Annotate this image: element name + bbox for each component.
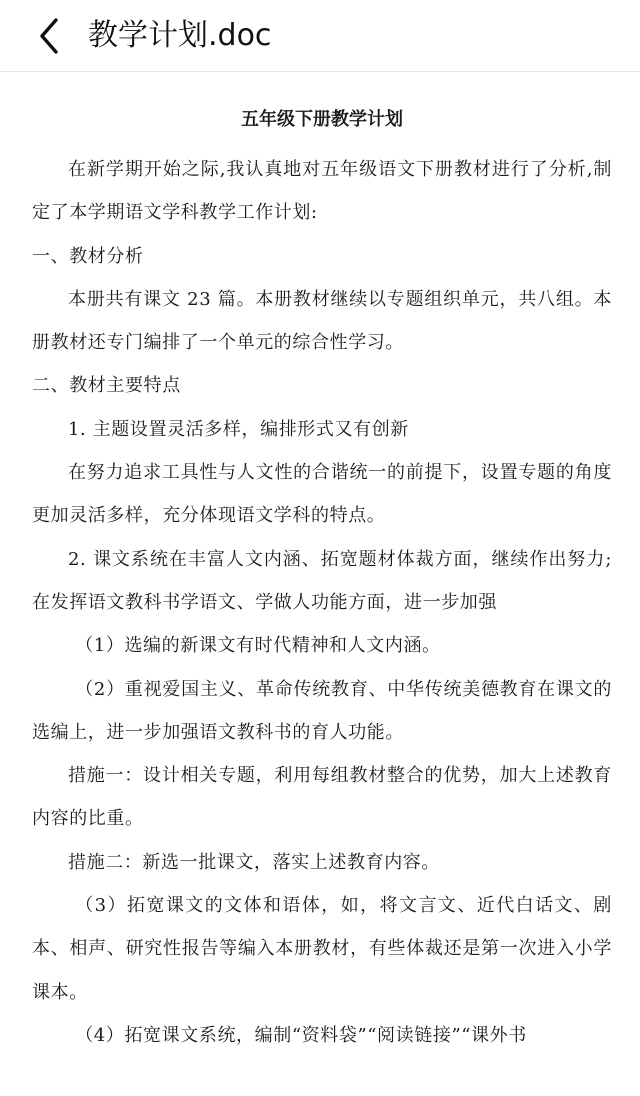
- document-paragraph: 一、教材分析: [32, 245, 144, 267]
- document-paragraph: 二、教材主要特点: [32, 375, 181, 397]
- back-button[interactable]: [30, 14, 70, 58]
- document-heading: 五年级下册教学计划: [241, 109, 403, 130]
- document-paragraph: （4）拓宽课文系统，编制“资料袋”“阅读链接”“课外书: [75, 1024, 527, 1046]
- document-paragraph: 措施二：新选一批课文，落实上述教育内容。: [68, 851, 440, 873]
- paragraph-list: [32, 148, 612, 1057]
- document-paragraph: 在努力追求工具性与人文性的合谐统一的前提下，设置专题的角度更加灵活多样，充分体现语文学科的特点。: [32, 462, 612, 527]
- document-body: [32, 92, 612, 1057]
- document-paragraph: （2）重视爱国主义、革命传统教育、中华传统美德教育在课文的选编上，进一步加强语文教科书的育人功能。: [32, 678, 612, 743]
- chevron-left-icon: [30, 14, 70, 58]
- document-paragraph: 1. 主题设置灵活多样，编排形式又有创新: [68, 418, 409, 440]
- app-header: [0, 0, 640, 72]
- document-paragraph: 措施一：设计相关专题，利用每组教材整合的优势，加大上述教育内容的比重。: [32, 765, 612, 830]
- document-paragraph: 2. 课文系统在丰富人文内涵、拓宽题材体裁方面，继续作出努力;在发挥语文教科书学语文、学做人功能方面，进一步加强: [32, 548, 612, 613]
- document-paragraph: （1）选编的新课文有时代精神和人文内涵。: [75, 635, 441, 657]
- document-paragraph: （3）拓宽课文的文体和语体，如，将文言文、近代白话文、剧本、相声、研究性报告等编入本册教材，有些体裁还是第一次进入小学课本。: [32, 895, 612, 1003]
- document-paragraph: 本册共有课文 23 篇。本册教材继续以专题组织单元，共八组。本册教材还专门编排了一个单元的综合性学习。: [32, 288, 612, 354]
- document-title: 教学计划.doc: [88, 18, 272, 53]
- document-paragraph: 在新学期开始之际,我认真地对五年级语文下册教材进行了分析,制定了本学期语文学科教学工作计划:: [32, 159, 612, 224]
